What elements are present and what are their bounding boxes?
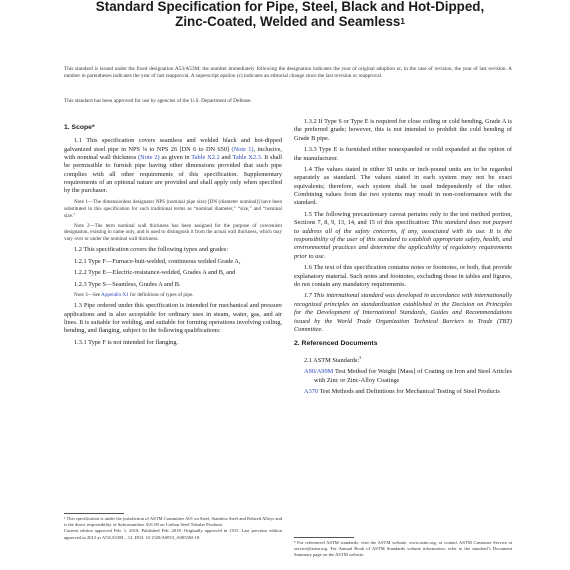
title-text: Standard Specification for Pipe, Steel, Black and Hot-Dipped, Zinc-Coated, Welded and Seamless — [95, 0, 485, 29]
text: Note 3—See — [74, 292, 102, 299]
text: for definitions of types of pipe. — [128, 292, 194, 299]
para-1-3-2: 1.3.2 If Type S or Type E is required for close coiling or cold bending, Grade A is the preferred grade; however, this is not intended to prohibit the cold bending of Grade B pipe. — [294, 118, 512, 142]
para-1-2: 1.2 This specification covers the following types and grades: — [74, 246, 229, 254]
left-column — [64, 118, 282, 350]
footnote-1-edition: Current edition approved Feb. 1, 2018. Published Feb. 2018. Originally approved in 1915. Last previous edition approved in 2012 as A53/A53M – 12. DOI: 10.1520/A0053_A0053M-18. — [64, 528, 282, 540]
table-x2-3-link[interactable]: Table X2.3 — [232, 154, 261, 162]
note-2: Note 2—The term nominal wall thickness has been assigned for the purpose of convenient designation, existing in name only, and is used to distinguish it from the actual wall thickness, which may vary over or under the nominal wall thickness. — [64, 222, 282, 243]
footnote-1-text: ¹ This specification is under the jurisdiction of ASTM Committee A01 on Steel, Stainless Steel and Related Alloys and is the direct responsibility of Subcommittee A01.09 on Carbon Steel Tubular Products. — [64, 516, 282, 528]
ref-a90-link[interactable]: A90/A90M — [304, 368, 334, 376]
para-1-7: 1.7 This international standard was developed in accordance with internationally recognized principles on standardization established in the Decision on Principles for the Development of International Standards, Guides and Recommendations issued by the World Trade Organization Technical Barriers to Trade (TBT) Committee. — [294, 292, 512, 333]
text: covers seamless and welded black and hot-dipped galvanized steel pipe in NPS ⅛ to NPS 26 [DN 6 to DN 650] — [64, 137, 282, 153]
footnote-divider-right — [294, 537, 354, 538]
para-1-4: 1.4 The values stated in either SI units or inch-pound units are to be regarded separately as standard. The values stated in each system may not be exact equivalents; therefore, each system shall be used independently of the other. Combining values from the two systems may result in non-conformance with the standard. — [294, 166, 512, 207]
section-scope-heading: 1. Scope* — [64, 124, 95, 131]
right-column — [294, 118, 512, 400]
para-1-2-1: 1.2.1 Type F—Furnace-butt-welded, continuous welded Grade A, — [74, 257, 241, 265]
footnote-3: ³ For referenced ASTM standards, visit the ASTM website, www.astm.org, or contact ASTM Customer Service at service@astm.org. For Annual Book of ASTM Standards volume information, refer to the standard’s Document Summary page on the ASTM website. — [294, 540, 512, 558]
document-title — [80, 0, 500, 29]
text: Test Method for Weight [Mass] of Coating on Iron and Steel Articles with Zinc or Zinc-Alloy Coatings — [314, 368, 512, 384]
text: and — [219, 154, 233, 162]
table-x2-2-link[interactable]: Table X2.2 — [191, 154, 220, 162]
text: . It shall be permissible to furnish pipe having other dimensions provided that such pipe complies with all other requirements of this specification. Supplementary requirements of an optional nature are provided and shall apply only when specified by the purchaser. — [64, 154, 282, 195]
appendix-x1-link[interactable]: Appendix X1 — [101, 292, 129, 299]
note-3 — [64, 292, 282, 299]
footnote-1 — [64, 516, 282, 541]
text: as given in — [159, 154, 192, 162]
note-2-link[interactable]: (Note 2) — [138, 154, 160, 162]
dod-approval-note: This standard has been approved for use by agencies of the U.S. Department of Defense. — [64, 98, 252, 104]
para-1-6: 1.6 The text of this specification contains notes or footnotes, or both, that provide explanatory material. Such notes and footnotes, excluding those in tables and figures, do not contain any mandatory requirements. — [294, 264, 512, 288]
footnote-divider-left — [64, 513, 124, 514]
note-1: Note 1—The dimensionless designator NPS (nominal pipe size) [DN (diameter nominal)] have been substituted in this specification for such traditional terms as “nominal diameter,” “size,” and “nominal size.” — [64, 198, 282, 219]
ref-a370-link[interactable]: A370 — [304, 388, 319, 396]
para-1-3-1: 1.3.1 Type F is not intended for flanging. — [74, 338, 179, 346]
para-1-5 — [294, 211, 512, 261]
text: Test Methods and Definitions for Mechanical Testing of Steel Products — [318, 388, 500, 396]
safety-caveat: This standard does not purport to address all of the safety concerns, if any, associated with its use. It is the responsibility of the user of this standard to establish appropriate safety, health, and environmental practices and determine the applicability of regulatory requirements prior to use. — [294, 219, 512, 260]
reference-a90 — [304, 368, 512, 385]
text: 1.1 This specification — [74, 137, 135, 145]
reference-a370 — [304, 388, 512, 396]
para-1-2-3: 1.2.3 Type S—Seamless, Grades A and B. — [74, 280, 181, 288]
title-footnote-marker: 1 — [400, 16, 405, 26]
footnote-3-marker: 3 — [359, 354, 362, 360]
para-1-1 — [64, 137, 282, 195]
text: 2.1 ASTM Standards: — [304, 356, 360, 364]
para-1-3-3: 1.3.3 Type E is furnished either nonexpanded or cold expanded at the option of the manufacturer. — [294, 146, 512, 162]
designation-note: This standard is issued under the fixed designation A53/A53M; the number immediately following the designation indicates the year of original adoption or, in the case of revision, the year of last revision. A number in parentheses indicates the year of last reapproval. A superscript epsilon (ε) indicates an editorial change since the last revision or reapproval. — [64, 66, 512, 79]
section-referenced-documents-heading: 2. Referenced Documents — [294, 340, 378, 348]
para-1-2-2: 1.2.2 Type E—Electric-resistance-welded, Grades A and B, and — [74, 269, 236, 277]
para-1-3: 1.3 Pipe ordered under this specification is intended for mechanical and pressure applications and is also acceptable for ordinary uses in steam, water, gas, and air lines. It is suitable for welding, and suitable for forming operations involving coiling, bending, and flanging, subject to the following qualifications: — [64, 302, 282, 335]
text: 1.5 The following precautionary caveat pertains only to the test method portion, Sections 7, 8, 9, 13, 14, and 15 of this specification: — [294, 211, 512, 227]
text: , inclusive, with nominal wall thickness — [64, 145, 282, 162]
note-1-link[interactable]: (Note 1) — [231, 145, 254, 153]
para-2-1 — [294, 354, 512, 365]
